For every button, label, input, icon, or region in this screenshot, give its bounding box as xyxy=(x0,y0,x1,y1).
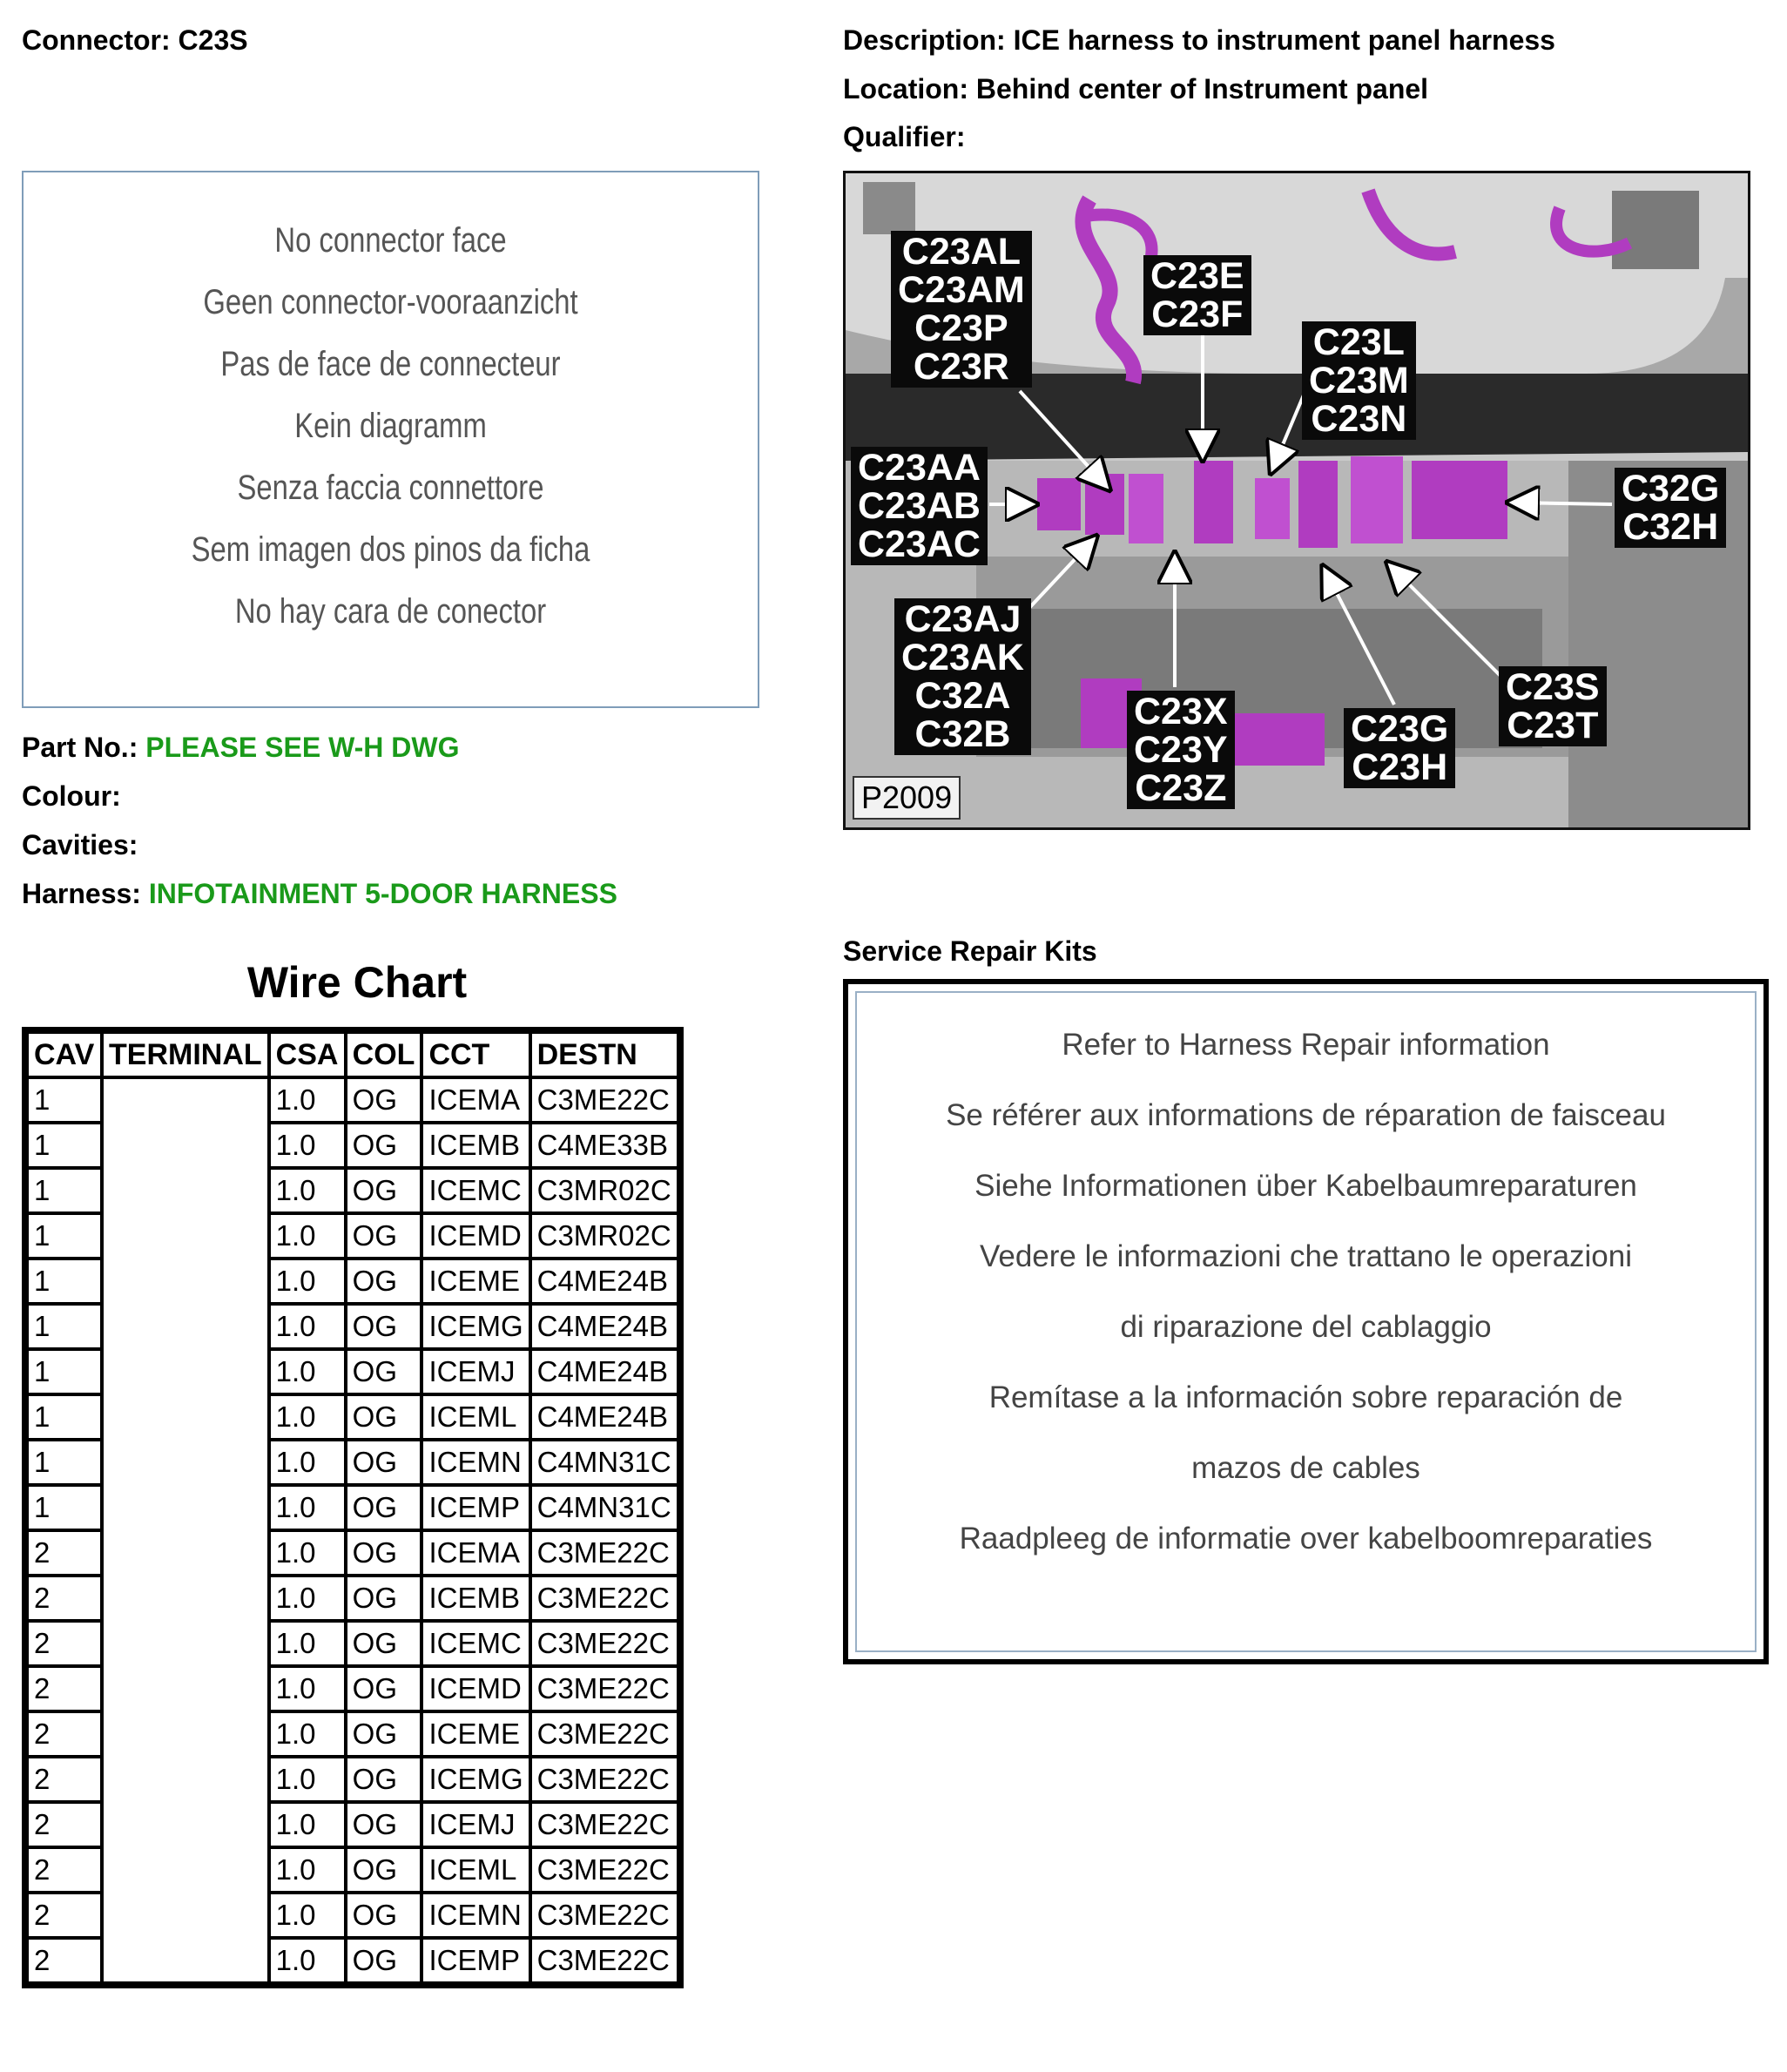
wire-chart-table xyxy=(22,1027,684,1988)
photo-label-text: C32B xyxy=(914,713,1011,755)
harness-label: Harness: xyxy=(22,878,149,909)
table-cell: 2 xyxy=(29,1668,100,1710)
column-header: CCT xyxy=(423,1034,528,1076)
table-cell: C3MR02C xyxy=(532,1170,677,1211)
table-cell: 1.0 xyxy=(271,1306,344,1347)
table-cell: OG xyxy=(347,1260,421,1302)
table-cell: OG xyxy=(347,1351,421,1393)
table-cell: OG xyxy=(347,1170,421,1211)
no-face-line: No hay cara de conector xyxy=(234,592,547,631)
no-face-line: No connector face xyxy=(274,221,507,260)
photo-label-text: C23H xyxy=(1352,746,1448,788)
table-cell: C4ME24B xyxy=(532,1260,677,1302)
table-cell: C3MR02C xyxy=(532,1215,677,1257)
table-cell: C3ME22C xyxy=(532,1804,677,1846)
photo-label-text: C23AM xyxy=(898,269,1025,311)
no-face-line: Geen connector-vooraanzicht xyxy=(203,283,578,321)
table-cell: ICEMD xyxy=(423,1215,528,1257)
no-face-line: Senza faccia connettore xyxy=(237,469,544,507)
table-cell: 1.0 xyxy=(271,1804,344,1846)
photo-label-text: C23AJ xyxy=(904,598,1022,640)
table-cell: 1 xyxy=(29,1124,100,1166)
qualifier-field xyxy=(843,119,965,154)
table-cell: ICEMC xyxy=(423,1623,528,1664)
table-cell: ICEMN xyxy=(423,1894,528,1936)
colour-field xyxy=(22,779,121,813)
table-cell: 1 xyxy=(29,1079,100,1121)
table-cell: ICEML xyxy=(423,1396,528,1438)
table-cell: 1 xyxy=(29,1441,100,1483)
table-cell: C3ME22C xyxy=(532,1668,677,1710)
terminal-cell xyxy=(104,1079,267,1981)
photo-label-c23al xyxy=(891,231,1032,388)
photo-label-text: C23S xyxy=(1506,666,1600,708)
connector-location-photo xyxy=(843,171,1750,830)
table-cell: C3ME22C xyxy=(532,1894,677,1936)
table-cell: ICEMJ xyxy=(423,1804,528,1846)
photo-label-text: C23AB xyxy=(858,485,981,527)
table-cell: C3ME22C xyxy=(532,1849,677,1891)
table-cell: OG xyxy=(347,1940,421,1981)
kits-line: Refer to Harness Repair information xyxy=(1062,1028,1550,1062)
table-cell: 2 xyxy=(29,1577,100,1619)
photo-label-c23aa xyxy=(851,447,988,565)
photo-label-c23l xyxy=(1302,321,1416,440)
table-cell: OG xyxy=(347,1758,421,1800)
table-cell: 1.0 xyxy=(271,1849,344,1891)
kits-line: di riparazione del cablaggio xyxy=(1120,1310,1492,1344)
table-cell: OG xyxy=(347,1804,421,1846)
table-cell: OG xyxy=(347,1124,421,1166)
photo-label-text: C23AL xyxy=(901,231,1021,273)
photo-label-text: C23P xyxy=(914,307,1008,349)
table-cell: ICEMP xyxy=(423,1487,528,1529)
table-cell: 1 xyxy=(29,1215,100,1257)
photo-label-text: C23AK xyxy=(901,637,1024,678)
table-cell: ICEME xyxy=(423,1713,528,1755)
photo-label-text: C23E xyxy=(1150,255,1244,297)
table-cell: OG xyxy=(347,1713,421,1755)
photo-label-text: C32H xyxy=(1622,506,1719,548)
table-cell: OG xyxy=(347,1306,421,1347)
table-cell: 1 xyxy=(29,1396,100,1438)
table-cell: 1.0 xyxy=(271,1260,344,1302)
table-cell: OG xyxy=(347,1849,421,1891)
service-repair-kits-panel xyxy=(843,979,1769,1664)
photo-label-text: C23AA xyxy=(858,447,981,489)
table-cell: C3ME22C xyxy=(532,1577,677,1619)
harness-field xyxy=(22,876,617,911)
photo-label-c23g xyxy=(1344,708,1455,788)
table-cell: ICEMA xyxy=(423,1532,528,1574)
table-cell: ICEMG xyxy=(423,1758,528,1800)
table-cell: 2 xyxy=(29,1532,100,1574)
photo-label-text: C23G xyxy=(1351,708,1449,750)
harness-value: INFOTAINMENT 5-DOOR HARNESS xyxy=(148,878,617,909)
table-cell: 1.0 xyxy=(271,1170,344,1211)
table-cell: 1 xyxy=(29,1170,100,1211)
colour-label: Colour: xyxy=(22,780,121,812)
table-cell: ICEME xyxy=(423,1260,528,1302)
column-header: COL xyxy=(347,1034,421,1076)
photo-label-text: C23L xyxy=(1312,321,1405,363)
cavities-label: Cavities: xyxy=(22,829,138,861)
photo-label-c23aj xyxy=(894,598,1031,755)
kits-line: Se référer aux informations de réparation de faisceau xyxy=(946,1098,1666,1132)
column-header: CSA xyxy=(271,1034,344,1076)
table-cell: OG xyxy=(347,1487,421,1529)
table-cell: OG xyxy=(347,1441,421,1483)
table-cell: ICEMB xyxy=(423,1124,528,1166)
table-cell: 1.0 xyxy=(271,1351,344,1393)
table-cell: OG xyxy=(347,1396,421,1438)
table-cell: C4ME24B xyxy=(532,1306,677,1347)
connector-value: C23S xyxy=(178,24,248,56)
table-cell: 1.0 xyxy=(271,1215,344,1257)
table-cell: 1.0 xyxy=(271,1668,344,1710)
table-cell: OG xyxy=(347,1079,421,1121)
table-cell: C3ME22C xyxy=(532,1079,677,1121)
photo-label-text: C23AC xyxy=(858,523,981,565)
photo-label-text: C32A xyxy=(914,675,1011,717)
table-cell: ICEMD xyxy=(423,1668,528,1710)
kits-line: Remítase a la información sobre reparación de xyxy=(988,1380,1623,1414)
location-field xyxy=(843,71,1428,106)
table-cell: 1.0 xyxy=(271,1079,344,1121)
column-header: TERMINAL xyxy=(104,1034,267,1076)
table-cell: ICEMG xyxy=(423,1306,528,1347)
table-cell: 1 xyxy=(29,1306,100,1347)
table-cell: 1.0 xyxy=(271,1713,344,1755)
table-cell: 2 xyxy=(29,1623,100,1664)
service-repair-kits-title: Service Repair Kits xyxy=(843,935,1097,967)
description-field xyxy=(843,23,1555,57)
photo-label-c23x xyxy=(1127,691,1235,809)
wire-chart-title: Wire Chart xyxy=(246,958,468,1007)
photo-label-text: C23M xyxy=(1309,360,1409,402)
table-cell: C4ME33B xyxy=(532,1124,677,1166)
part-no-label: Part No.: xyxy=(22,732,146,763)
table-cell: ICEMN xyxy=(423,1441,528,1483)
table-cell: 1.0 xyxy=(271,1758,344,1800)
table-cell: ICEMB xyxy=(423,1577,528,1619)
table-cell: 2 xyxy=(29,1713,100,1755)
table-cell: C3ME22C xyxy=(532,1623,677,1664)
description-label: Description: xyxy=(843,24,1014,56)
location-label: Location: xyxy=(843,73,976,105)
column-header: CAV xyxy=(29,1034,100,1076)
table-cell: OG xyxy=(347,1215,421,1257)
photo-label-c32g xyxy=(1615,468,1726,548)
photo-label-text: C23R xyxy=(913,346,1009,388)
table-cell: 1.0 xyxy=(271,1577,344,1619)
photo-label-text: C32G xyxy=(1622,468,1720,510)
photo-label-text: C23X xyxy=(1134,691,1228,732)
photo-label-text: C23F xyxy=(1151,294,1244,335)
table-cell: 2 xyxy=(29,1804,100,1846)
table-cell: C4ME24B xyxy=(532,1396,677,1438)
table-cell: 1 xyxy=(29,1260,100,1302)
kits-line: mazos de cables xyxy=(1191,1451,1420,1485)
table-cell: 1.0 xyxy=(271,1441,344,1483)
table-cell: C3ME22C xyxy=(532,1532,677,1574)
photo-label-text: C23T xyxy=(1507,705,1599,746)
table-cell: 2 xyxy=(29,1940,100,1981)
no-face-line: Pas de face de connecteur xyxy=(220,345,561,383)
table-cell: 1.0 xyxy=(271,1623,344,1664)
table-cell: ICEML xyxy=(423,1849,528,1891)
photo-label-text: C23Y xyxy=(1134,729,1228,771)
table-cell: OG xyxy=(347,1577,421,1619)
no-face-line: Sem imagen dos pinos da ficha xyxy=(191,530,590,569)
table-cell: 2 xyxy=(29,1894,100,1936)
photo-ref-badge: P2009 xyxy=(853,776,961,820)
table-cell: 2 xyxy=(29,1758,100,1800)
photo-label-c23e xyxy=(1143,255,1251,335)
table-cell: ICEMJ xyxy=(423,1351,528,1393)
table-cell: 1 xyxy=(29,1351,100,1393)
table-cell: 1 xyxy=(29,1487,100,1529)
cavities-field xyxy=(22,827,138,862)
wire-chart-header-row xyxy=(29,1034,677,1076)
table-cell: C3ME22C xyxy=(532,1713,677,1755)
table-row xyxy=(29,1079,677,1121)
table-cell: ICEMP xyxy=(423,1940,528,1981)
table-cell: C3ME22C xyxy=(532,1758,677,1800)
table-cell: ICEMA xyxy=(423,1079,528,1121)
connector-label: Connector: xyxy=(22,24,179,56)
photo-label-text: C23N xyxy=(1311,398,1407,440)
table-cell: ICEMC xyxy=(423,1170,528,1211)
kits-line: Vedere le informazioni che trattano le operazioni xyxy=(979,1239,1633,1273)
table-cell: C4MN31C xyxy=(532,1441,677,1483)
no-connector-face-panel xyxy=(22,171,759,708)
table-cell: OG xyxy=(347,1668,421,1710)
connector-field xyxy=(22,23,248,57)
location-value: Behind center of Instrument panel xyxy=(975,73,1429,105)
table-cell: 1.0 xyxy=(271,1124,344,1166)
photo-label-c23s xyxy=(1499,666,1607,746)
kits-line: Raadpleeg de informatie over kabelboomreparaties xyxy=(959,1522,1653,1556)
table-cell: OG xyxy=(347,1894,421,1936)
table-cell: 1.0 xyxy=(271,1532,344,1574)
no-face-line: Kein diagramm xyxy=(294,407,487,445)
table-cell: OG xyxy=(347,1532,421,1574)
photo-label-text: C23Z xyxy=(1135,767,1227,809)
table-cell: C4ME24B xyxy=(532,1351,677,1393)
table-cell: 1.0 xyxy=(271,1396,344,1438)
qualifier-label: Qualifier: xyxy=(843,121,966,152)
kits-line: Siehe Informationen über Kabelbaumreparaturen xyxy=(974,1169,1637,1203)
part-no-field xyxy=(22,730,460,765)
column-header: DESTN xyxy=(532,1034,677,1076)
table-cell: C4MN31C xyxy=(532,1487,677,1529)
table-cell: 1.0 xyxy=(271,1894,344,1936)
table-cell: OG xyxy=(347,1623,421,1664)
table-cell: 2 xyxy=(29,1849,100,1891)
table-cell: 1.0 xyxy=(271,1940,344,1981)
table-cell: 1.0 xyxy=(271,1487,344,1529)
description-value: ICE harness to instrument panel harness xyxy=(1013,24,1555,56)
part-no-value: PLEASE SEE W-H DWG xyxy=(145,732,460,763)
table-cell: C3ME22C xyxy=(532,1940,677,1981)
